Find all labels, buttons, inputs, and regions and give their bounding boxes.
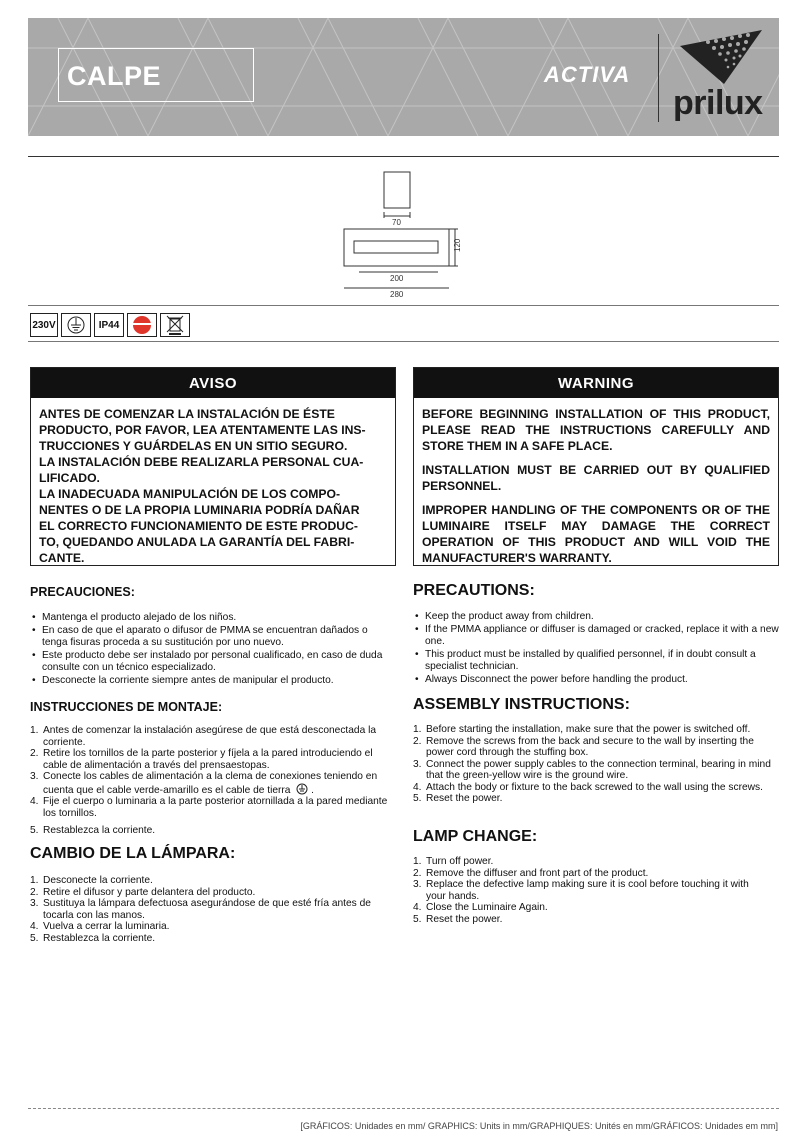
step-text: Reset the power. [426,913,503,925]
step-text: Reset the power. [426,793,503,804]
list-item [30,825,390,837]
lamp-red-icon [127,313,157,337]
header-divider [658,34,659,122]
list-item [413,868,753,880]
cambio-heading: CAMBIO DE LA LÁMPARA: [30,845,236,862]
dim-height-label: 120 [453,238,462,252]
step-number: 4. [30,921,39,932]
step-text: Attach the body or fixture to the back screwed to the wall using the screws. [426,781,763,793]
dimension-drawing [330,170,480,298]
aviso-line: EL CORRECTO FUNCIONAMIENTO DE ESTE PRODUC- [39,519,358,533]
top-rule [28,156,779,157]
list-item: • En caso de que el aparato o difusor de PMMA se encuentran dañados o tenga fisuras proceda a su sustitución por uno nuevo. [30,625,395,649]
activa-logo: ACTIVA [544,62,631,87]
footer-rule [28,1108,779,1109]
step-text: Turn off power. [426,856,494,867]
aviso-box [30,367,396,566]
product-title-box [58,48,254,102]
list-item: • Mantenga el producto alejado de los niños. [30,612,395,624]
voltage-icon [30,313,58,337]
step-number: 1. [413,724,422,735]
precauciones-list [30,612,395,687]
step-number: 1. [30,725,39,736]
warning-box [413,367,779,566]
step-number: 3. [413,879,422,890]
step-text: Conecte los cables de alimentación a la clema de conexiones teniendo en cuenta que el cable verde-amarillo es el cable de tierra [43,771,378,796]
step-text: Antes de comenzar la instalación asegúrese de que está desconectada la corriente. [43,725,377,748]
montaje-section [30,700,390,837]
list-item: • If the PMMA appliance or diffuser is damaged or cracked, replace it with a new one. [413,624,781,648]
list-item [413,782,781,794]
step-number: 2. [30,748,39,759]
step-text: Replace the defective lamp making sure it is cool before touching it with your hands. [426,879,749,902]
precautions-heading: PRECAUTIONS: [413,582,535,599]
list-item [413,724,781,736]
step-text: Vuelva a cerrar la luminaria. [43,921,170,932]
list-item [413,879,753,902]
warning-paragraph: BEFORE BEGINNING INSTALLATION OF THIS PRODUCT, PLEASE READ THE INSTRUCTIONS CAREFULLY AND STORE THEM IN A SAFE PLACE. [422,407,770,453]
step-number: 5. [413,913,422,925]
header-banner [28,18,779,136]
step-text: Restablezca la corriente. [43,932,156,944]
aviso-line: CANTE. [39,551,85,565]
list-item [30,921,390,933]
list-item [30,875,390,887]
step-number: 1. [30,875,39,886]
lampchange-section [413,828,753,925]
step-text: Remove the diffuser and front part of the product. [426,867,649,879]
montaje-heading: INSTRUCCIONES DE MONTAJE: [30,700,223,714]
list-item [413,902,753,914]
certification-icons [30,313,190,337]
step-number: 5. [30,932,39,944]
aviso-line: LA INADECUADA MANIPULACIÓN DE LOS COMPO- [39,487,341,501]
precautions-list [413,611,781,686]
step-number: 5. [413,793,422,804]
step-number: 2. [413,867,422,879]
step-text: Retire los tornillos de la parte posterior y fíjela a la pared introduciendo el cable de alimentación a través del prensaestopas. [43,748,373,771]
assembly-steps [413,724,781,805]
icons-top-rule [28,305,779,306]
list-item [30,725,390,748]
class-i-earth-icon [61,313,91,337]
step-text: Restablezca la corriente. [43,825,156,836]
step-number: 4. [30,796,39,807]
step-number: 5. [30,825,39,836]
aviso-line: PRODUCTO, POR FAVOR, LEA ATENTAMENTE LAS INS- [39,423,366,437]
ip-label: IP44 [98,319,120,331]
montaje-steps [30,725,390,837]
precauciones-section [30,585,395,688]
dim-top-label: 70 [392,218,401,227]
step-number: 1. [413,856,422,867]
step-text: Fije el cuerpo o luminaria a la parte posterior atornillada a la pared mediante los tornillos. [43,796,388,819]
assembly-section [413,696,781,805]
list-item [413,793,781,805]
dim-inner-label: 200 [390,274,404,283]
aviso-line: TRUCCIONES Y GUÁRDELAS EN UN SITIO SEGURO. [39,439,348,453]
step-text: Sustituya la lámpara defectuosa asegurándose de que esté fría antes de tocarla con las manos. [43,898,371,921]
step-text: Before starting the installation, make sure that the power is switched off. [426,724,751,735]
ip44-icon [94,313,124,337]
step-text: Remove the screws from the back and secure to the wall by inserting the power cord through the stuffing box. [426,735,754,758]
step-text: Connect the power supply cables to the connection terminal, bearing in mind that the green-yellow wire is the ground wire. [426,758,771,781]
step-text: Close the Luminaire Again. [426,902,548,913]
list-item [30,898,390,921]
warning-paragraph: IMPROPER HANDLING OF THE COMPONENTS OR OF THE LUMINAIRE ITSELF MAY DAMAGE THE CORRECT OPERATION OF THIS PRODUCT AND WILL VOID THE MANUFACTURER'S WARRANTY. [422,503,770,565]
prilux-logo-icon [678,26,764,86]
prilux-logo-text: prilux [673,84,763,122]
cambio-section [30,845,390,944]
lampchange-heading: LAMP CHANGE: [413,828,538,845]
warning-paragraph: INSTALLATION MUST BE CARRIED OUT BY QUALIFIED PERSONNEL. [422,463,770,493]
warning-title: WARNING [414,368,778,398]
no-bin-icon [160,313,190,337]
dim-outer-label: 280 [390,290,404,298]
step-number: 2. [30,886,39,898]
step-text: Retire el difusor y parte delantera del producto. [43,886,256,898]
lampchange-steps [413,856,753,925]
list-item [413,759,781,782]
list-item: 3. Conecte los cables de alimentación a la clema de conexiones teniendo en cuenta que el cable verde-amarillo es el cable de tierra . [30,771,378,796]
list-item [413,736,781,759]
list-item [413,914,753,926]
list-item: • This product must be installed by qualified personnel, if in doubt consult a specialist technician. [413,649,781,673]
warning-body [414,398,778,566]
list-item [413,856,753,868]
aviso-line: LA INSTALACIÓN DEBE REALIZARLA PERSONAL CUA- [39,455,364,469]
voltage-label: 230V [32,319,56,331]
step-number: 3. [30,898,39,909]
aviso-line: NENTES O DE LA PROPIA LUMINARIA PODRÍA DAÑAR [39,503,360,517]
units-note: [GRÁFICOS: Unidades en mm/ GRAPHICS: Units in mm/GRAPHIQUES: Unités en mm/GRÁFICOS: Unidades em mm] [300,1121,778,1131]
aviso-body [31,398,395,566]
product-title: CALPE [67,61,162,91]
precautions-section [413,582,781,687]
assembly-heading: ASSEMBLY INSTRUCTIONS: [413,696,630,713]
list-item [30,887,390,899]
icons-bottom-rule [28,341,779,342]
list-item: • Keep the product away from children. [413,611,781,623]
step-text: Desconecte la corriente. [43,875,153,886]
list-item: • Always Disconnect the power before handling the product. [413,674,781,686]
list-item [30,796,390,819]
list-item [30,748,390,771]
cambio-steps [30,875,390,944]
list-item [30,933,390,945]
step-number: 2. [413,735,422,747]
list-item: • Desconecte la corriente siempre antes de manipular el producto. [30,675,395,687]
earth-symbol-icon [296,783,308,795]
step-number: 4. [413,781,422,793]
aviso-line: TO, QUEDANDO ANULADA LA GARANTÍA DEL FABRI- [39,535,355,549]
step-number: 4. [413,902,422,913]
precauciones-heading: PRECAUCIONES: [30,585,135,599]
aviso-title: AVISO [31,368,395,398]
step-number: 3. [413,758,422,770]
aviso-line: LIFICADO. [39,471,100,485]
list-item: • Este producto debe ser instalado por personal cualificado, en caso de duda consulte con un técnico especializado. [30,650,395,674]
aviso-line: ANTES DE COMENZAR LA INSTALACIÓN DE ÉSTE [39,407,335,421]
step-number: 3. [30,771,39,782]
